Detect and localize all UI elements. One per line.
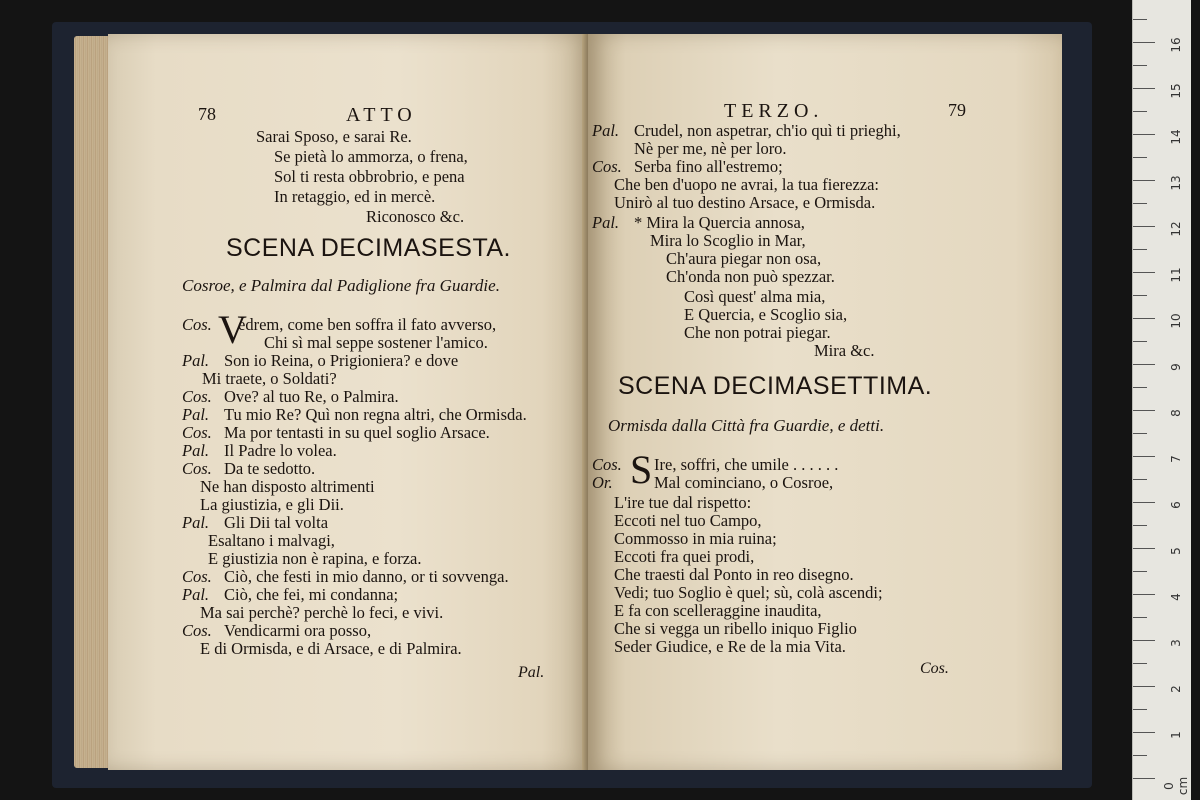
dialogue-line: Cos. Vendicarmi ora posso, [182,621,372,640]
dialogue-line: Pal. Il Padre lo volea. [182,441,337,460]
dialogue-line: Che si vegga un ribello iniquo Figlio [614,619,857,638]
ruler-tick [1133,295,1147,296]
dialogue-line: Nè per me, nè per loro. [634,139,787,158]
measurement-ruler [1132,0,1191,800]
running-head: ATTO [346,104,417,126]
ruler-tick [1133,755,1147,756]
ruler-tick [1133,249,1147,250]
ruler-label: 13 [1169,175,1183,191]
ruler-label: 4 [1169,593,1183,601]
running-head: TERZO. [724,100,824,122]
ruler-label: 7 [1169,455,1183,463]
verse-line: Mira lo Scoglio in Mar, [650,231,806,250]
ruler-tick [1133,525,1147,526]
ruler-tick [1133,272,1155,273]
dialogue-line: Eccoti nel tuo Campo, [614,511,762,530]
dialogue-line: Cos. edrem, come ben soffra il fato avverso, [182,315,497,334]
dialogue-line: Che traesti dal Ponto in reo disegno. [614,565,854,584]
verse-line: E Quercia, e Scoglio sia, [684,305,848,324]
dialogue-line: Cos. Ove? al tuo Re, o Palmira. [182,387,399,406]
ruler-label: 15 [1169,83,1183,99]
ruler-tick [1133,111,1147,112]
dialogue-line: La giustizia, e gli Dii. [200,495,344,514]
ruler-label: 8 [1169,409,1183,417]
page-number: 79 [948,100,966,120]
verse-line: Ch'onda non può spezzar. [666,267,835,286]
ruler-label: 1 [1169,731,1183,739]
open-book [74,34,1070,772]
verse-line: Riconosco &c. [366,207,465,226]
ruler-tick [1133,663,1147,664]
ruler-tick [1133,479,1147,480]
stage-direction: Cosroe, e Palmira dal Padiglione fra Guardie. [182,276,500,295]
ruler-tick [1133,548,1155,549]
ruler-tick [1133,364,1155,365]
scene-title: SCENA DECIMASESTA. [226,234,511,262]
ruler-label: 3 [1169,639,1183,647]
dialogue-line: E fa con scelleraggine inaudita, [614,601,822,620]
ruler-tick [1133,203,1147,204]
page-number: 78 [198,104,216,124]
ruler-tick [1133,42,1155,43]
ruler-label: 2 [1169,685,1183,693]
verse-line: Che non potrai piegar. [684,323,831,342]
ruler-tick [1133,456,1155,457]
ruler-tick [1133,387,1147,388]
dialogue-line: Pal. Crudel, non aspetrar, ch'io quì ti prieghi, [592,121,901,140]
ruler-tick [1133,709,1147,710]
ruler-tick [1133,19,1147,20]
scene-title: SCENA DECIMASETTIMA. [618,372,933,400]
dialogue-line: Cos. Da te sedotto. [182,459,316,478]
ruler-label: 5 [1169,547,1183,555]
ruler-tick [1133,571,1147,572]
ruler-label: 9 [1169,363,1183,371]
ruler-label: 10 [1169,313,1183,329]
ruler-tick [1133,88,1155,89]
ruler-tick [1133,502,1155,503]
ruler-label: 0 cm [1162,776,1190,796]
verse-line: In retaggio, ed in mercè. [274,187,436,206]
dialogue-line: Che ben d'uopo ne avrai, la tua fierezza: [614,175,880,194]
ruler-tick [1133,686,1155,687]
verse-line: Così quest' alma mia, [684,287,826,306]
dialogue-line: Commosso in mia ruina; [614,529,777,548]
verse-line: Ch'aura piegar non osa, [666,249,822,268]
drop-cap: V [218,307,247,352]
page-edges [74,36,108,768]
ruler-label: 6 [1169,501,1183,509]
ruler-tick [1133,732,1155,733]
dialogue-line: Pal. Gli Dii tal volta [182,513,329,532]
dialogue-line: Cos. Ire, soffri, che umile . . . . . . [592,455,839,474]
drop-cap: S [630,447,653,492]
ruler-tick [1133,65,1147,66]
dialogue-line: Or. Mal cominciano, o Cosroe, [592,473,834,492]
verse-line: Se pietà lo ammorza, o frena, [274,147,468,166]
ruler-tick [1133,617,1147,618]
dialogue-line: Esaltano i malvagi, [208,531,335,550]
dialogue-line: Seder Giudice, e Re de la mia Vita. [614,637,846,656]
stage-direction: Ormisda dalla Città fra Guardie, e detti. [608,416,885,435]
dialogue-line: Pal. * Mira la Quercia annosa, [592,213,805,232]
dialogue-line: Pal. Ciò, che fei, mi condanna; [182,585,399,604]
ruler-label: 14 [1169,129,1183,145]
dialogue-line: Chi sì mal seppe sostener l'amico. [264,333,488,352]
ruler-tick [1133,778,1155,779]
ruler-tick [1133,226,1155,227]
dialogue-line: Ma sai perchè? perchè lo feci, e vivi. [200,603,444,622]
verse-line: Mira &c. [814,341,875,360]
ruler-tick [1133,134,1155,135]
dialogue-line: L'ire tue dal rispetto: [614,493,752,512]
ruler-tick [1133,594,1155,595]
dialogue-line: Cos. Serba fino all'estremo; [592,157,783,176]
dialogue-line: Mi traete, o Soldati? [202,369,337,388]
ruler-tick [1133,157,1147,158]
ruler-tick [1133,410,1155,411]
catchword: Pal. [518,664,545,681]
left-page [108,34,590,770]
verse-line: Sol ti resta obbrobrio, e pena [274,167,465,186]
catchword: Cos. [920,660,949,677]
ruler-tick [1133,341,1147,342]
right-page [588,34,1062,770]
ruler-label: 12 [1169,221,1183,237]
dialogue-line: Vedi; tuo Soglio è quel; sù, colà ascendi; [614,583,883,602]
dialogue-line: Cos. Ma por tentasti in su quel soglio Arsace. [182,423,490,442]
dialogue-line: Cos. Ciò, che festi in mio danno, or ti sovvenga. [182,567,509,586]
ruler-tick [1133,640,1155,641]
ruler-tick [1133,318,1155,319]
dialogue-line: Ne han disposto altrimenti [200,477,375,496]
ruler-label: 16 [1169,37,1183,53]
dialogue-line: Eccoti fra quei prodi, [614,547,755,566]
verse-line: Sarai Sposo, e sarai Re. [256,127,412,146]
ruler-tick [1133,180,1155,181]
dialogue-line: E di Ormisda, e di Arsace, e di Palmira. [200,639,462,658]
ruler-tick [1133,433,1147,434]
dialogue-line: Pal. Son io Reina, o Prigioniera? e dove [182,351,459,370]
ruler-label: 11 [1169,267,1183,283]
dialogue-line: Unirò al tuo destino Arsace, e Ormisda. [614,193,876,212]
dialogue-line: Pal. Tu mio Re? Quì non regna altri, che Ormisda. [182,405,527,424]
dialogue-line: E giustizia non è rapina, e forza. [208,549,422,568]
